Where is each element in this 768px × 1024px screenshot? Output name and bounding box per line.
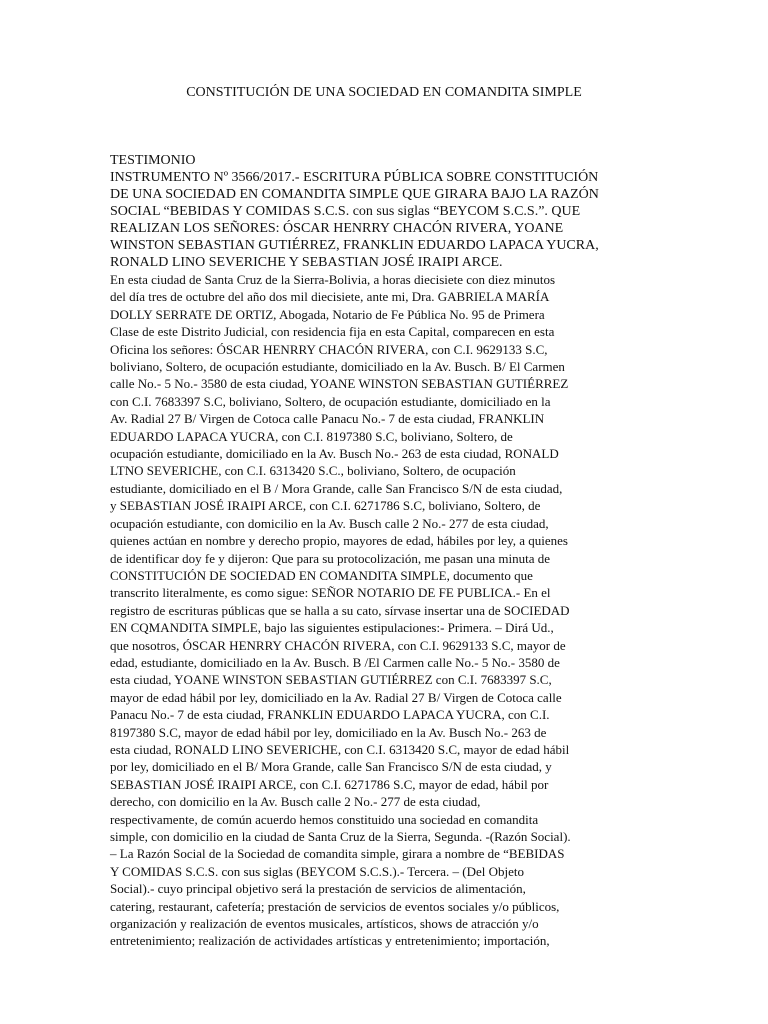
body-text-line: que nosotros, ÓSCAR HENRRY CHACÓN RIVERA, con C.I. 9629133 S.C, mayor de bbox=[110, 637, 566, 653]
body-text-line: mayor de edad hábil por ley, domiciliado en la Av. Radial 27 B/ Virgen de Cotoca calle bbox=[110, 689, 562, 705]
body-text-line: DOLLY SERRATE DE ORTIZ, Abogada, Notario de Fe Pública No. 95 de Primera bbox=[110, 306, 545, 322]
body-text-line: EDUARDO LAPACA YUCRA, con C.I. 8197380 S.C, boliviano, Soltero, de bbox=[110, 428, 513, 444]
body-text-line: SEBASTIAN JOSÉ IRAIPI ARCE, con C.I. 6271786 S.C, mayor de edad, hábil por bbox=[110, 776, 549, 792]
body-text-line: Clase de este Distrito Judicial, con residencia fija en esta Capital, comparecen en esta bbox=[110, 324, 555, 340]
body-text-line: y SEBASTIAN JOSÉ IRAIPI ARCE, con C.I. 6271786 S.C, boliviano, Soltero, de bbox=[110, 498, 541, 514]
body-text-line: simple, con domicilio en la ciudad de Santa Cruz de la Sierra, Segunda. -(Razón Social). bbox=[110, 829, 571, 844]
body-text-line: Av. Radial 27 B/ Virgen de Cotoca calle Panacu No.- 7 de esta ciudad, FRANKLIN bbox=[110, 411, 545, 427]
document-body bbox=[110, 271, 666, 950]
body-text-line: derecho, con domicilio en la Av. Busch calle 2 No.- 277 de esta ciudad, bbox=[110, 794, 481, 810]
body-text-line: LTNO SEVERICHE, con C.I. 6313420 S.C., boliviano, Soltero, de ocupación bbox=[110, 463, 516, 479]
body-text-line: – La Razón Social de la Sociedad de comandita simple, girara a nombre de “BEBIDAS bbox=[110, 846, 565, 862]
body-text-line: organización y realización de eventos musicales, artísticos, shows de atracción y/o bbox=[110, 916, 539, 932]
body-text-line: EN CQMANDITA SIMPLE, bajo las siguientes estipulaciones:- Primera. – Dirá Ud., bbox=[110, 620, 554, 636]
body-text-line: Oficina los señores: ÓSCAR HENRRY CHACÓN RIVERA, con C.I. 9629133 S.C, bbox=[110, 341, 548, 357]
body-text-line: estudiante, domiciliado en el B / Mora Grande, calle San Francisco S/N de esta ciudad, bbox=[110, 480, 563, 496]
body-text-line: registro de escrituras públicas que se halla a su cato, sírvase insertar una de SOCIEDAD bbox=[110, 602, 570, 618]
body-text-line: Social).- cuyo principal objetivo será la prestación de servicios de alimentación, bbox=[110, 881, 526, 897]
body-text-line: En esta ciudad de Santa Cruz de la Sierra-Bolivia, a horas diecisiete con diez minutos bbox=[110, 272, 556, 287]
body-text-line: Panacu No.- 7 de esta ciudad, FRANKLIN EDUARDO LAPACA YUCRA, con C.I. bbox=[110, 707, 550, 723]
body-text-line: por ley, domiciliado en el B/ Mora Grande, calle San Francisco S/N de esta ciudad, y bbox=[110, 759, 552, 775]
header-line: INSTRUMENTO Nº 3566/2017.- ESCRITURA PÚBLICA SOBRE CONSTITUCIÓN bbox=[110, 170, 599, 185]
body-text-line: con C.I. 7683397 S.C, boliviano, Soltero, de ocupación estudiante, domiciliado en la bbox=[110, 393, 551, 409]
header-line: REALIZAN LOS SEÑORES: ÓSCAR HENRRY CHACÓN RIVERA, YOANE bbox=[110, 221, 564, 236]
body-text-line: transcrito literalmente, es como sigue: SEÑOR NOTARIO DE FE PUBLICA.- En el bbox=[110, 585, 551, 601]
body-text-line: quienes actúan en nombre y derecho propio, mayores de edad, hábiles por ley, a quienes bbox=[110, 533, 568, 549]
header-line: SOCIAL “BEBIDAS Y COMIDAS S.C.S. con sus siglas “BEYCOM S.C.S.”. QUE bbox=[110, 204, 581, 219]
body-text-line: ocupación estudiante, domiciliado en la Av. Busch No.- 263 de esta ciudad, RONALD bbox=[110, 446, 559, 462]
body-text-line: boliviano, Soltero, de ocupación estudiante, domiciliado en la Av. Busch. B/ El Carmen bbox=[110, 359, 565, 375]
body-text-line: catering, restaurant, cafetería; prestación de servicios de eventos sociales y/o públicos, bbox=[110, 898, 560, 914]
document-title: CONSTITUCIÓN DE UNA SOCIEDAD EN COMANDITA SIMPLE bbox=[186, 85, 582, 100]
document-header bbox=[110, 152, 666, 271]
body-text-line: de identificar doy fe y dijeron: Que para su protocolización, me pasan una minuta de bbox=[110, 550, 551, 566]
body-text-line: esta ciudad, YOANE WINSTON SEBASTIAN GUTIÉRREZ con C.I. 7683397 S.C, bbox=[110, 672, 552, 688]
body-text-line: calle No.- 5 No.- 3580 de esta ciudad, YOANE WINSTON SEBASTIAN GUTIÉRREZ bbox=[110, 376, 569, 392]
body-text-line: CONSTITUCIÓN DE SOCIEDAD EN COMANDITA SIMPLE, documento que bbox=[110, 567, 533, 583]
body-text-line: entretenimiento; realización de actividades artísticas y entretenimiento; importación, bbox=[110, 933, 550, 949]
body-text-line: Y COMIDAS S.C.S. con sus siglas (BEYCOM S.C.S.).- Tercera. – (Del Objeto bbox=[110, 863, 524, 879]
testimonio-heading: TESTIMONIO bbox=[110, 153, 196, 168]
body-text-line: respectivamente, de común acuerdo hemos constituido una sociedad en comandita bbox=[110, 811, 539, 827]
body-text-line: edad, estudiante, domiciliado en la Av. Busch. B /El Carmen calle No.- 5 No.- 3580 de bbox=[110, 654, 560, 670]
body-text-line: del día tres de octubre del año dos mil diecisiete, ante mi, Dra. GABRIELA MARÍA bbox=[110, 289, 550, 305]
body-text-line: esta ciudad, RONALD LINO SEVERICHE, con C.I. 6313420 S.C, mayor de edad hábil bbox=[110, 741, 570, 757]
header-line: RONALD LINO SEVERICHE Y SEBASTIAN JOSÉ IRAIPI ARCE. bbox=[110, 255, 503, 270]
header-line: DE UNA SOCIEDAD EN COMANDITA SIMPLE QUE GIRARA BAJO LA RAZÓN bbox=[110, 187, 599, 202]
body-text-line: 8197380 S.C, mayor de edad hábil por ley, domiciliado en la Av. Busch No.- 263 de bbox=[110, 724, 547, 740]
body-text-line: ocupación estudiante, con domicilio en la Av. Busch calle 2 No.- 277 de esta ciudad, bbox=[110, 515, 549, 531]
header-line: WINSTON SEBASTIAN GUTIÉRREZ, FRANKLIN EDUARDO LAPACA YUCRA, bbox=[110, 238, 599, 253]
